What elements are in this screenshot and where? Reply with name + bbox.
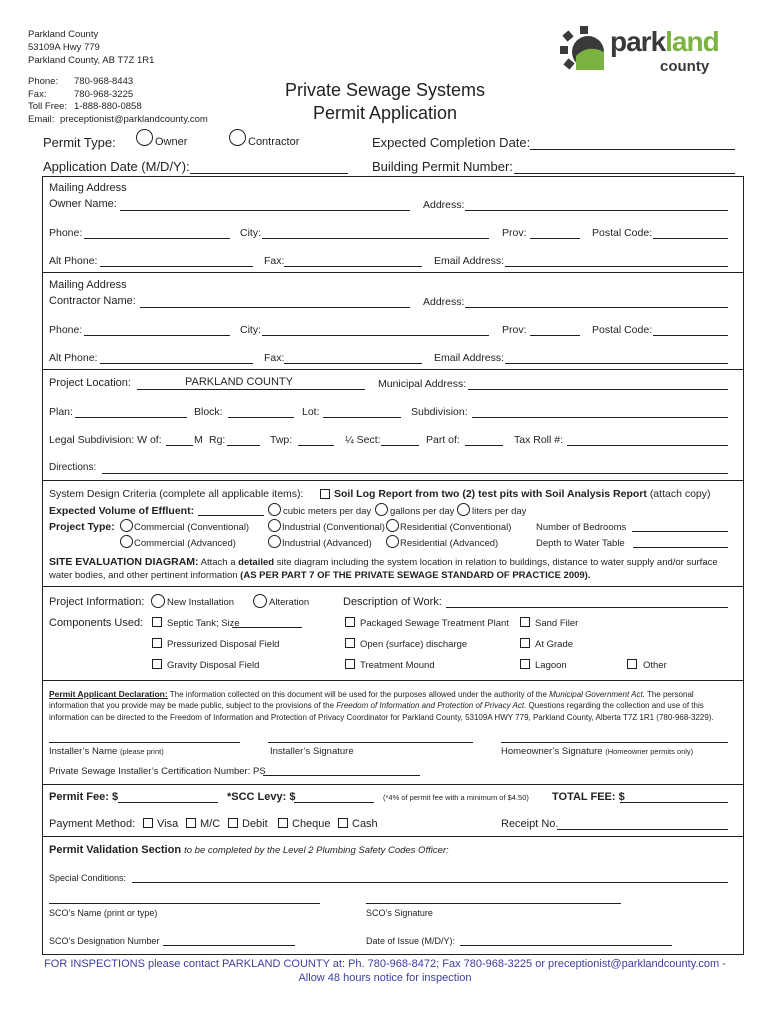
quarter-section-field[interactable] [381, 445, 419, 446]
mc-label: M/C [200, 818, 221, 830]
cheque-label: Cheque [292, 818, 331, 830]
description-of-work-label: Description of Work: [343, 596, 442, 608]
effluent-volume-field[interactable] [198, 515, 264, 516]
legal-subdivision-label: Legal Subdivision: W of: [49, 434, 162, 446]
design-criteria-instruction: (complete all applicable items): [159, 488, 304, 500]
project-location-label: Project Location: [49, 377, 131, 389]
receipt-number-label: Receipt No. [501, 818, 559, 830]
contractor-city-label: City: [240, 324, 261, 336]
project-location-field[interactable] [137, 389, 365, 390]
scc-levy-note: (*4% of permit fee with a minimum of $4.50) [383, 793, 529, 802]
contractor-phone-label: Phone: [49, 324, 83, 336]
contractor-address-field[interactable] [465, 307, 728, 308]
installer-name-label: Installer’s Name [49, 746, 118, 757]
part-of-label: Part of: [426, 434, 460, 446]
liters-label: liters per day [472, 506, 527, 517]
installer-signature-label: Installer’s Signature [270, 746, 354, 757]
components-used-label: Components Used: [49, 617, 144, 629]
homeowner-signature-caption [501, 746, 693, 757]
permit-type-label: Permit Type: [43, 135, 116, 150]
org-name: Parkland County [28, 29, 99, 40]
residential-advanced-label: Residential (Advanced) [400, 538, 499, 549]
at-grade-checkbox[interactable] [520, 638, 530, 648]
directions-field[interactable] [102, 473, 728, 474]
project-information-label: Project Information: [49, 596, 145, 608]
liters-radio[interactable] [457, 503, 470, 516]
other-checkbox[interactable] [627, 659, 637, 669]
cheque-checkbox[interactable] [278, 818, 288, 828]
new-installation-label: New Installation [167, 597, 235, 608]
owner-email-field[interactable] [505, 266, 728, 267]
site-evaluation-heading: SITE EVALUATION DIAGRAM: [49, 556, 199, 568]
owner-city-label: City: [240, 227, 261, 239]
range-label: Rg: [209, 434, 226, 446]
section-divider [42, 784, 744, 785]
contractor-option-label: Contractor [248, 136, 300, 148]
email-value: preceptionist@parklandcounty.com [60, 114, 208, 125]
declaration-title: Permit Applicant Declaration: [49, 689, 168, 699]
org-address-line2: Parkland County, AB T7Z 1R1 [28, 55, 155, 66]
contractor-postal-label: Postal Code: [592, 324, 653, 336]
total-fee-label: TOTAL FEE: $ [552, 791, 625, 803]
lot-field[interactable] [323, 417, 401, 418]
installer-signature-field[interactable] [268, 742, 473, 743]
receipt-number-field[interactable] [557, 829, 728, 830]
form-title-line2: Permit Application [312, 103, 458, 123]
range-field[interactable] [227, 445, 260, 446]
sco-name-label: SCO’s Name (print or type) [49, 908, 158, 918]
plan-label: Plan: [49, 406, 73, 418]
contractor-fax-field[interactable] [284, 363, 422, 364]
owner-alt-phone-field[interactable] [100, 266, 253, 267]
alteration-label: Alteration [269, 597, 310, 608]
site-evaluation-text1: Attach a [200, 557, 236, 568]
alteration-radio[interactable] [253, 594, 267, 608]
municipal-government-act: Municipal Government Act. [549, 690, 645, 699]
septic-tank-checkbox[interactable] [152, 617, 162, 627]
phone-label: Phone: [28, 76, 59, 87]
owner-city-field[interactable] [262, 238, 489, 239]
cubic-meters-label: cubic meters per day [283, 506, 372, 517]
visa-checkbox[interactable] [143, 818, 153, 828]
expected-completion-label: Expected Completion Date: [372, 135, 531, 150]
township-label: Twp: [270, 434, 293, 446]
project-location-value: PARKLAND COUNTY [185, 376, 293, 388]
soil-log-line [334, 488, 711, 500]
attach-copy-note: (attach copy) [649, 488, 711, 500]
municipal-address-label: Municipal Address: [378, 378, 467, 390]
contractor-email-label: Email Address: [434, 352, 505, 364]
declaration-text3: information can be directed to the Freedom of Information and Protection of Privacy Coordinator for Parkland County, 53109A HWY 779, Parkland County, Alberta T7Z 1R1 (780-968-3229). [49, 713, 714, 722]
owner-email-label: Email Address: [434, 255, 505, 267]
application-date-label: Application Date (M/D/Y): [43, 159, 190, 174]
mc-checkbox[interactable] [186, 818, 196, 828]
gallons-radio[interactable] [375, 503, 388, 516]
soil-log-label: Soil Log Report from two (2) test pits with Soil Analysis Report [334, 488, 647, 500]
residential-conventional-label: Residential (Conventional) [400, 522, 512, 533]
scc-levy-label: *SCC Levy: $ [227, 791, 296, 803]
special-conditions-field[interactable] [132, 882, 728, 883]
lagoon-checkbox[interactable] [520, 659, 530, 669]
validation-title: Permit Validation Section [49, 844, 182, 856]
w-of-field[interactable] [166, 445, 193, 446]
septic-tank-size-field[interactable] [232, 627, 302, 628]
sco-designation-label: SCO’s Designation Number [49, 936, 160, 946]
other-label: Other [643, 660, 667, 671]
validation-subtitle: to be completed by the Level 2 Plumbing Safety Codes Officer: [184, 845, 449, 856]
logo-word-county: county [660, 58, 710, 75]
industrial-conventional-radio[interactable] [268, 519, 281, 532]
tollfree-label: Toll Free: [28, 101, 68, 112]
section-divider [42, 586, 744, 587]
pressurized-field-label: Pressurized Disposal Field [167, 639, 280, 650]
fax-value: 780-968-3225 [74, 89, 134, 100]
contractor-prov-field[interactable] [530, 335, 580, 336]
cubic-meters-radio[interactable] [268, 503, 281, 516]
tax-roll-field[interactable] [567, 445, 728, 446]
owner-option-label: Owner [155, 136, 188, 148]
at-grade-label: At Grade [535, 639, 574, 650]
declaration-text2: information that you provide may be made public, subject to the provisions of the [49, 701, 335, 710]
declaration-text1: The information collected on this document will be used for the purposes allowed under the authority of the [169, 690, 547, 699]
description-of-work-field[interactable] [446, 607, 728, 608]
footer-inspection-line1: FOR INSPECTIONS please contact PARKLAND COUNTY at: Ph. 780-968-8472; Fax 780-968-3225 or preceptionist@parklandcounty.com - [44, 958, 726, 970]
block-field[interactable] [228, 417, 294, 418]
soil-log-checkbox[interactable] [320, 489, 330, 499]
logo-word-land: land [665, 26, 719, 57]
owner-postal-field[interactable] [653, 238, 728, 239]
open-discharge-checkbox[interactable] [345, 638, 355, 648]
footer-inspection-line2: Allow 48 hours notice for inspection [298, 972, 472, 984]
contractor-email-field[interactable] [505, 363, 728, 364]
septic-tank-label: Septic Tank; Size [167, 618, 240, 629]
section-divider [42, 680, 744, 681]
cash-label: Cash [352, 818, 378, 830]
contractor-alt-phone-field[interactable] [100, 363, 253, 364]
building-permit-label: Building Permit Number: [372, 159, 513, 174]
commercial-conventional-label: Commercial (Conventional) [134, 522, 250, 533]
part-of-field[interactable] [465, 445, 503, 446]
section-divider [42, 369, 744, 370]
sand-filer-checkbox[interactable] [520, 617, 530, 627]
bedrooms-label: Number of Bedrooms [536, 522, 627, 533]
effluent-label: Expected Volume of Effluent: [49, 505, 195, 517]
section-divider [42, 480, 744, 481]
directions-label: Directions: [49, 462, 97, 473]
please-print-note: (please print) [119, 747, 164, 756]
sco-signature-field[interactable] [366, 903, 621, 904]
project-type-label: Project Type: [49, 521, 115, 533]
lagoon-label: Lagoon [535, 660, 567, 671]
scc-levy-field[interactable] [294, 802, 374, 803]
contractor-city-field[interactable] [262, 335, 489, 336]
org-address-line1: 53109A Hwy 779 [28, 42, 100, 53]
design-criteria-heading: System Design Criteria [49, 488, 157, 500]
contractor-address-label: Address: [423, 296, 465, 308]
commercial-advanced-label: Commercial (Advanced) [134, 538, 236, 549]
treatment-mound-label: Treatment Mound [360, 660, 435, 671]
contractor-name-label: Contractor Name: [49, 295, 136, 307]
treatment-mound-checkbox[interactable] [345, 659, 355, 669]
sco-name-field[interactable] [49, 903, 320, 904]
permit-fee-label: Permit Fee: $ [49, 791, 119, 803]
tax-roll-label: Tax Roll #: [514, 434, 564, 446]
packaged-plant-checkbox[interactable] [345, 617, 355, 627]
homeowner-signature-label: Homeowner’s Signature [501, 746, 603, 757]
site-evaluation-line2 [49, 570, 590, 581]
owner-mailing-address-heading: Mailing Address [49, 182, 127, 194]
owner-postal-label: Postal Code: [592, 227, 653, 239]
site-evaluation-standard: (AS PER PART 7 OF THE PRIVATE SEWAGE STANDARD OF PRACTICE 2009). [240, 570, 591, 581]
gravity-field-checkbox[interactable] [152, 659, 162, 669]
section-divider [42, 836, 744, 837]
form-title-line1: Private Sewage Systems [284, 80, 486, 100]
total-fee-field[interactable] [620, 802, 728, 803]
industrial-advanced-label: Industrial (Advanced) [282, 538, 372, 549]
owner-phone-field[interactable] [84, 238, 230, 239]
pressurized-field-checkbox[interactable] [152, 638, 162, 648]
sco-designation-field[interactable] [163, 945, 295, 946]
tollfree-value: 1-888-880-0858 [74, 101, 142, 112]
declaration-line1 [49, 689, 694, 699]
certification-number-field[interactable] [263, 775, 420, 776]
application-date-field[interactable] [190, 173, 348, 174]
owner-address-label: Address: [423, 199, 465, 211]
owner-fax-label: Fax: [264, 255, 285, 267]
commercial-advanced-radio[interactable] [120, 535, 133, 548]
contractor-postal-field[interactable] [653, 335, 728, 336]
open-discharge-label: Open (surface) discharge [360, 639, 468, 650]
municipal-address-field[interactable] [468, 389, 728, 390]
site-evaluation-text3: water bodies, and other pertinent information [49, 570, 238, 581]
cash-checkbox[interactable] [338, 818, 348, 828]
permit-fee-field[interactable] [118, 802, 218, 803]
logo-gear-icon [560, 26, 608, 76]
contractor-mailing-address-heading: Mailing Address [49, 279, 127, 291]
contractor-fax-label: Fax: [264, 352, 285, 364]
fax-label: Fax: [28, 89, 47, 100]
site-evaluation-detailed: detailed [238, 557, 275, 568]
expected-completion-field[interactable] [530, 149, 735, 150]
owner-name-field[interactable] [120, 210, 410, 211]
site-evaluation-text2: site diagram including the system location in relation to buildings, distance to water supply and/or surface [276, 557, 718, 568]
homeowner-permits-note: (Homeowner permits only) [605, 747, 694, 756]
industrial-conventional-label: Industrial (Conventional) [282, 522, 385, 533]
contractor-radio[interactable] [229, 129, 246, 146]
bedrooms-field[interactable] [632, 531, 728, 532]
packaged-plant-label: Packaged Sewage Treatment Plant [360, 618, 509, 629]
design-criteria-line [49, 488, 303, 500]
sco-signature-label: SCO’s Signature [366, 908, 433, 918]
owner-alt-phone-label: Alt Phone: [49, 255, 98, 267]
declaration-line2 [49, 701, 704, 710]
owner-prov-label: Prov: [502, 227, 527, 239]
parkland-logo [560, 24, 730, 82]
validation-heading-line [49, 844, 449, 856]
gallons-label: gallons per day [390, 506, 455, 517]
quarter-section-label: ¼ Sect: [345, 434, 381, 446]
residential-advanced-radio[interactable] [386, 535, 399, 548]
payment-method-label: Payment Method: [49, 818, 136, 830]
contractor-alt-phone-label: Alt Phone: [49, 352, 98, 364]
lot-label: Lot: [302, 406, 320, 418]
owner-phone-label: Phone: [49, 227, 83, 239]
section-divider [42, 272, 744, 273]
industrial-advanced-radio[interactable] [268, 535, 281, 548]
email-label: Email: [28, 114, 55, 125]
owner-name-label: Owner Name: [49, 198, 117, 210]
homeowner-signature-field[interactable] [501, 742, 728, 743]
phone-value: 780-968-8443 [74, 76, 134, 87]
date-of-issue-label: Date of Issue (M/D/Y): [366, 936, 456, 946]
commercial-conventional-radio[interactable] [120, 519, 133, 532]
new-installation-radio[interactable] [151, 594, 165, 608]
owner-prov-field[interactable] [530, 238, 580, 239]
special-conditions-label: Special Conditions: [49, 873, 127, 883]
site-evaluation-line1 [49, 556, 718, 568]
plan-field[interactable] [75, 417, 187, 418]
meridian-label: M [194, 434, 203, 446]
water-table-field[interactable] [633, 547, 728, 548]
residential-conventional-radio[interactable] [386, 519, 399, 532]
certification-number-label: Private Sewage Installer’s Certification Number: PS [49, 766, 266, 777]
subdivision-label: Subdivision: [411, 406, 468, 418]
owner-fax-field[interactable] [284, 266, 422, 267]
logo-word-park: park [610, 26, 666, 57]
date-of-issue-field[interactable] [460, 945, 672, 946]
foip-act: Freedom of Information and Protection of Privacy Act. [336, 701, 527, 710]
contractor-name-field[interactable] [140, 307, 410, 308]
debit-label: Debit [242, 818, 268, 830]
installer-name-field[interactable] [49, 742, 240, 743]
owner-address-field[interactable] [465, 210, 728, 211]
contractor-phone-field[interactable] [84, 335, 230, 336]
subdivision-field[interactable] [472, 417, 728, 418]
township-field[interactable] [298, 445, 334, 446]
block-label: Block: [194, 406, 223, 418]
debit-checkbox[interactable] [228, 818, 238, 828]
declaration-text2b: Questions regarding the collection and use of this [528, 701, 704, 710]
gravity-field-label: Gravity Disposal Field [167, 660, 260, 671]
owner-radio[interactable] [136, 129, 153, 146]
sand-filer-label: Sand Filer [535, 618, 579, 629]
visa-label: Visa [157, 818, 179, 830]
contractor-prov-label: Prov: [502, 324, 527, 336]
declaration-text1b: The personal [646, 690, 694, 699]
water-table-label: Depth to Water Table [536, 538, 625, 549]
building-permit-field[interactable] [514, 173, 735, 174]
installer-name-caption [49, 746, 164, 757]
